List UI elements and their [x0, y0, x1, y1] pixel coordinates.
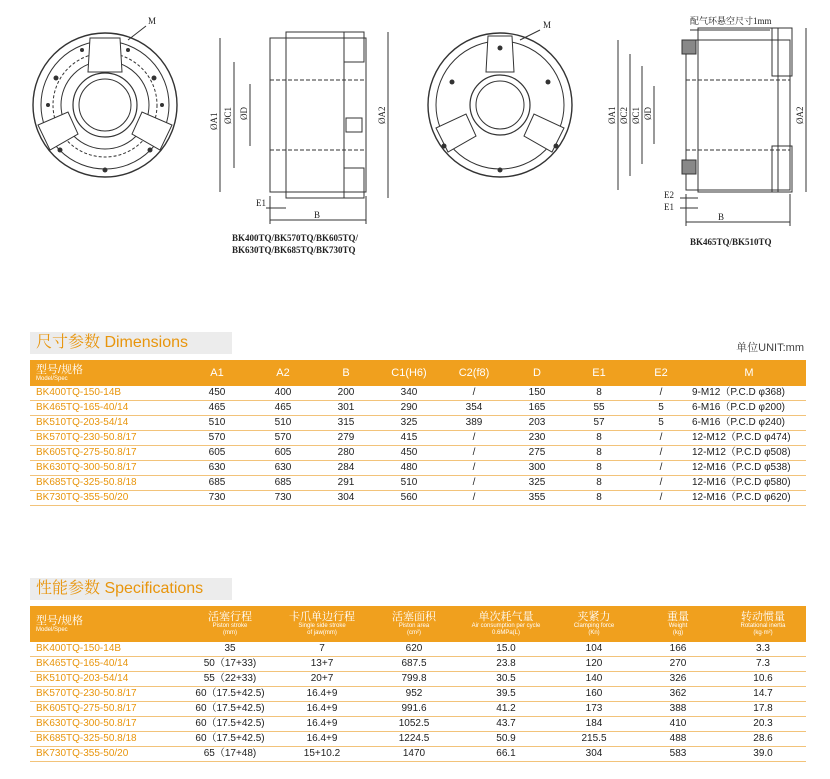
model-cell: BK605TQ-275-50.8/17	[30, 702, 184, 717]
spec-header-sub1: Rotational inertia	[740, 623, 786, 629]
table-cell: 17.8	[720, 702, 806, 717]
table-cell: 9-M12（P.C.D φ368)	[692, 386, 806, 401]
table-cell: 66.1	[460, 747, 552, 762]
table-row	[30, 446, 806, 461]
spec-header-sub1: Clamping force	[573, 623, 615, 629]
header-e1	[568, 360, 630, 386]
table-row	[30, 476, 806, 491]
table-cell: 184	[552, 717, 636, 732]
header-model-main: 型号/规格	[36, 363, 84, 376]
table-cell: 354	[442, 401, 506, 416]
table-cell: 3.3	[720, 642, 806, 657]
table-cell: 12-M16（P.C.D φ620)	[692, 491, 806, 506]
spec-header-model	[30, 606, 184, 642]
header-b	[316, 360, 376, 386]
dimensions-title: 尺寸参数 Dimensions	[30, 332, 232, 354]
spec-header-col	[636, 606, 720, 642]
table-cell: 50（17+33)	[184, 657, 276, 672]
table-cell: 480	[376, 461, 442, 476]
spec-header-sub2: 0.6MPa(L)	[491, 630, 520, 636]
table-cell: 166	[636, 642, 720, 657]
table-cell: 6-M16（P.C.D φ200)	[692, 401, 806, 416]
table-cell: /	[442, 386, 506, 401]
table-row	[30, 657, 806, 672]
spec-header-main: 活塞行程	[208, 611, 252, 623]
spec-header-sub1: Weight	[668, 623, 688, 629]
chuck-front-view-right	[428, 33, 572, 177]
label-a1-left: ØA1	[209, 112, 219, 130]
table-cell: 284	[316, 461, 376, 476]
table-cell: 570	[184, 431, 250, 446]
spec-header-col	[368, 606, 460, 642]
table-cell: 270	[636, 657, 720, 672]
table-cell: 39.0	[720, 747, 806, 762]
header-a1-label: A1	[210, 367, 224, 379]
model-cell: BK630TQ-300-50.8/17	[30, 717, 184, 732]
spec-header-col	[720, 606, 806, 642]
table-cell: /	[442, 461, 506, 476]
drawing-caption-left	[232, 232, 358, 256]
spec-header-sub1: Air consumption per cycle	[471, 623, 541, 629]
table-cell: 20.3	[720, 717, 806, 732]
header-model-sub: Model/Spec	[36, 375, 68, 382]
table-cell: 12-M16（P.C.D φ580)	[692, 476, 806, 491]
table-cell: 279	[316, 431, 376, 446]
caption-left-line2: BK630TQ/BK685TQ/BK730TQ	[232, 245, 356, 255]
table-cell: 10.6	[720, 672, 806, 687]
table-cell: 104	[552, 642, 636, 657]
table-cell: 304	[316, 491, 376, 506]
model-cell: BK685TQ-325-50.8/18	[30, 732, 184, 747]
table-cell: 12-M16（P.C.D φ538)	[692, 461, 806, 476]
table-cell: 16.4+9	[276, 732, 368, 747]
table-cell: 389	[442, 416, 506, 431]
label-c1-left: ØC1	[223, 106, 233, 124]
table-cell: 583	[636, 747, 720, 762]
table-cell: 952	[368, 687, 460, 702]
table-cell: 685	[184, 476, 250, 491]
table-cell: 465	[184, 401, 250, 416]
table-cell: 12-M12（P.C.D φ474)	[692, 431, 806, 446]
header-e1-label: E1	[592, 367, 606, 379]
table-cell: 60（17.5+42.5)	[184, 732, 276, 747]
chuck-side-view-right	[618, 28, 806, 226]
table-row	[30, 416, 806, 431]
spec-header-col	[276, 606, 368, 642]
spec-header-sub2: of jaw(mm)	[307, 630, 337, 636]
table-cell: 291	[316, 476, 376, 491]
chuck-front-view-left	[33, 33, 177, 177]
table-cell: 55（22+33)	[184, 672, 276, 687]
table-cell: 173	[552, 702, 636, 717]
spec-header-main: 转动惯量	[741, 611, 785, 623]
spec-header-col	[460, 606, 552, 642]
spec-header-sub2: (kg·m²)	[753, 630, 773, 636]
label-d-left: ØD	[239, 107, 249, 120]
label-a2-left: ØA2	[377, 106, 387, 124]
dimensions-table	[30, 360, 806, 506]
table-cell: 60（17.5+42.5)	[184, 687, 276, 702]
table-cell: 15.0	[460, 642, 552, 657]
table-cell: 8	[568, 431, 630, 446]
header-c2-label: C2(f8)	[458, 367, 490, 379]
table-cell: 1470	[368, 747, 460, 762]
table-cell: 14.7	[720, 687, 806, 702]
header-d	[506, 360, 568, 386]
table-cell: 326	[636, 672, 720, 687]
header-m-label: M	[744, 367, 754, 379]
table-cell: 290	[376, 401, 442, 416]
table-cell: 488	[636, 732, 720, 747]
table-cell: 620	[368, 642, 460, 657]
table-cell: 687.5	[368, 657, 460, 672]
table-cell: 630	[250, 461, 316, 476]
label-e1-right: E1	[664, 202, 674, 212]
table-cell: 730	[250, 491, 316, 506]
table-row	[30, 672, 806, 687]
label-d-right: ØD	[643, 107, 653, 120]
spec-header-sub2: (mm)	[223, 630, 237, 636]
table-row	[30, 491, 806, 506]
header-b-label: B	[342, 367, 350, 379]
model-cell: BK570TQ-230-50.8/17	[30, 431, 184, 446]
table-cell: /	[630, 476, 692, 491]
table-cell: 50.9	[460, 732, 552, 747]
table-cell: 16.4+9	[276, 717, 368, 732]
table-cell: 140	[552, 672, 636, 687]
label-m-right: M	[543, 20, 552, 30]
table-cell: 39.5	[460, 687, 552, 702]
table-cell: 5	[630, 416, 692, 431]
table-cell: 215.5	[552, 732, 636, 747]
table-cell: 16.4+9	[276, 702, 368, 717]
label-c1-right: ØC1	[631, 106, 641, 124]
table-cell: 43.7	[460, 717, 552, 732]
model-cell: BK400TQ-150-14B	[30, 642, 184, 657]
table-cell: 560	[376, 491, 442, 506]
spec-header-col	[184, 606, 276, 642]
table-cell: 605	[250, 446, 316, 461]
model-cell: BK605TQ-275-50.8/17	[30, 446, 184, 461]
table-cell: 203	[506, 416, 568, 431]
table-cell: 355	[506, 491, 568, 506]
table-cell: 410	[636, 717, 720, 732]
table-cell: 510	[376, 476, 442, 491]
table-cell: 799.8	[368, 672, 460, 687]
spec-header-col	[552, 606, 636, 642]
header-a2	[250, 360, 316, 386]
table-cell: 8	[568, 491, 630, 506]
label-a2-right: ØA2	[795, 106, 805, 124]
header-c1	[376, 360, 442, 386]
table-cell: 450	[184, 386, 250, 401]
table-cell: 730	[184, 491, 250, 506]
table-cell: /	[630, 491, 692, 506]
table-cell: 120	[552, 657, 636, 672]
table-cell: /	[630, 386, 692, 401]
table-cell: 300	[506, 461, 568, 476]
header-a1	[184, 360, 250, 386]
table-cell: 280	[316, 446, 376, 461]
table-cell: 60（17.5+42.5)	[184, 702, 276, 717]
specifications-body	[30, 642, 806, 762]
table-cell: /	[630, 461, 692, 476]
spec-header-sub2: (Kn)	[588, 630, 600, 636]
table-cell: 304	[552, 747, 636, 762]
table-cell: 7.3	[720, 657, 806, 672]
table-row	[30, 687, 806, 702]
table-cell: 230	[506, 431, 568, 446]
table-cell: 150	[506, 386, 568, 401]
header-c2	[442, 360, 506, 386]
table-cell: 450	[376, 446, 442, 461]
chuck-side-view-left	[220, 32, 388, 224]
spec-header-main: 夹紧力	[577, 611, 611, 623]
table-cell: 1224.5	[368, 732, 460, 747]
table-cell: 60（17.5+42.5)	[184, 717, 276, 732]
table-cell: 5	[630, 401, 692, 416]
table-cell: 7	[276, 642, 368, 657]
table-cell: /	[630, 446, 692, 461]
table-cell: 160	[552, 687, 636, 702]
table-cell: 8	[568, 446, 630, 461]
table-cell: 23.8	[460, 657, 552, 672]
header-e2-label: E2	[654, 367, 668, 379]
model-cell: BK570TQ-230-50.8/17	[30, 687, 184, 702]
table-cell: 8	[568, 461, 630, 476]
spec-header-main: 活塞面积	[392, 611, 436, 623]
table-cell: 400	[250, 386, 316, 401]
table-cell: /	[442, 446, 506, 461]
label-b-right: B	[718, 212, 725, 222]
table-cell: /	[630, 431, 692, 446]
table-cell: 991.6	[368, 702, 460, 717]
table-cell: 41.2	[460, 702, 552, 717]
table-cell: 16.4+9	[276, 687, 368, 702]
table-cell: 8	[568, 386, 630, 401]
table-cell: 13+7	[276, 657, 368, 672]
model-cell: BK630TQ-300-50.8/17	[30, 461, 184, 476]
technical-drawings	[0, 0, 830, 270]
table-cell: 315	[316, 416, 376, 431]
table-cell: 275	[506, 446, 568, 461]
header-e2	[630, 360, 692, 386]
table-cell: 8	[568, 476, 630, 491]
model-cell: BK685TQ-325-50.8/18	[30, 476, 184, 491]
table-cell: 165	[506, 401, 568, 416]
caption-left-line1: BK400TQ/BK570TQ/BK605TQ/	[232, 233, 359, 243]
dimensions-header-row	[30, 360, 806, 386]
model-cell: BK465TQ-165-40/14	[30, 401, 184, 416]
table-cell: 57	[568, 416, 630, 431]
header-model	[30, 360, 184, 386]
spec-header-model-sub: Model/Spec	[36, 626, 68, 633]
table-cell: 20+7	[276, 672, 368, 687]
specifications-table	[30, 606, 806, 762]
header-a2-label: A2	[276, 367, 290, 379]
table-cell: 301	[316, 401, 376, 416]
table-row	[30, 747, 806, 762]
gas-ring-note: 配气环悬空尺寸1mm	[690, 16, 772, 26]
model-cell: BK400TQ-150-14B	[30, 386, 184, 401]
table-cell: 415	[376, 431, 442, 446]
table-row	[30, 386, 806, 401]
table-cell: 510	[184, 416, 250, 431]
spec-header-sub2: (cm²)	[407, 630, 421, 636]
table-cell: 510	[250, 416, 316, 431]
table-cell: 325	[376, 416, 442, 431]
model-cell: BK465TQ-165-40/14	[30, 657, 184, 672]
spec-header-main: 重量	[667, 611, 689, 623]
table-cell: 65（17+48)	[184, 747, 276, 762]
spec-header-sub1: Single side stroke	[298, 623, 346, 629]
table-row	[30, 717, 806, 732]
table-cell: /	[442, 431, 506, 446]
table-row	[30, 401, 806, 416]
table-cell: 465	[250, 401, 316, 416]
label-a1-right: ØA1	[607, 106, 617, 124]
table-cell: 30.5	[460, 672, 552, 687]
spec-header-sub2: (kg)	[672, 630, 684, 636]
table-cell: 630	[184, 461, 250, 476]
table-cell: 200	[316, 386, 376, 401]
model-cell: BK510TQ-203-54/14	[30, 672, 184, 687]
header-d-label: D	[533, 367, 541, 379]
table-cell: 12-M12（P.C.D φ508)	[692, 446, 806, 461]
table-row	[30, 461, 806, 476]
table-cell: 1052.5	[368, 717, 460, 732]
table-cell: 605	[184, 446, 250, 461]
table-cell: 325	[506, 476, 568, 491]
table-cell: 570	[250, 431, 316, 446]
spec-header-model-main: 型号/规格	[36, 614, 84, 627]
model-cell: BK510TQ-203-54/14	[30, 416, 184, 431]
table-cell: 15+10.2	[276, 747, 368, 762]
table-cell: /	[442, 491, 506, 506]
table-cell: 685	[250, 476, 316, 491]
table-cell: 6-M16（P.C.D φ240)	[692, 416, 806, 431]
unit-label: 单位UNIT:mm	[736, 342, 804, 354]
header-c1-label: C1(H6)	[391, 367, 427, 379]
specifications-header-row	[30, 606, 806, 642]
table-row	[30, 702, 806, 717]
table-row	[30, 732, 806, 747]
table-cell: 35	[184, 642, 276, 657]
specifications-title: 性能参数 Specifications	[30, 578, 232, 600]
drawing-caption-right: BK465TQ/BK510TQ	[690, 237, 772, 247]
header-m	[692, 360, 806, 386]
model-cell: BK730TQ-355-50/20	[30, 747, 184, 762]
table-row	[30, 642, 806, 657]
label-c2-right: ØC2	[619, 106, 629, 124]
model-cell: BK730TQ-355-50/20	[30, 491, 184, 506]
table-cell: 388	[636, 702, 720, 717]
label-e2-right: E2	[664, 190, 674, 200]
table-cell: 340	[376, 386, 442, 401]
spec-header-sub1: Piston area	[398, 623, 430, 629]
label-m-left: M	[148, 16, 157, 26]
table-cell: 55	[568, 401, 630, 416]
spec-header-main: 卡爪单边行程	[289, 611, 355, 623]
table-cell: /	[442, 476, 506, 491]
spec-header-sub1: Piston stroke	[212, 623, 248, 629]
spec-header-main: 单次耗气量	[478, 611, 534, 623]
dimensions-body	[30, 386, 806, 506]
table-cell: 28.6	[720, 732, 806, 747]
label-b-left: B	[314, 210, 321, 220]
table-cell: 362	[636, 687, 720, 702]
label-e1-left: E1	[256, 198, 266, 208]
table-row	[30, 431, 806, 446]
